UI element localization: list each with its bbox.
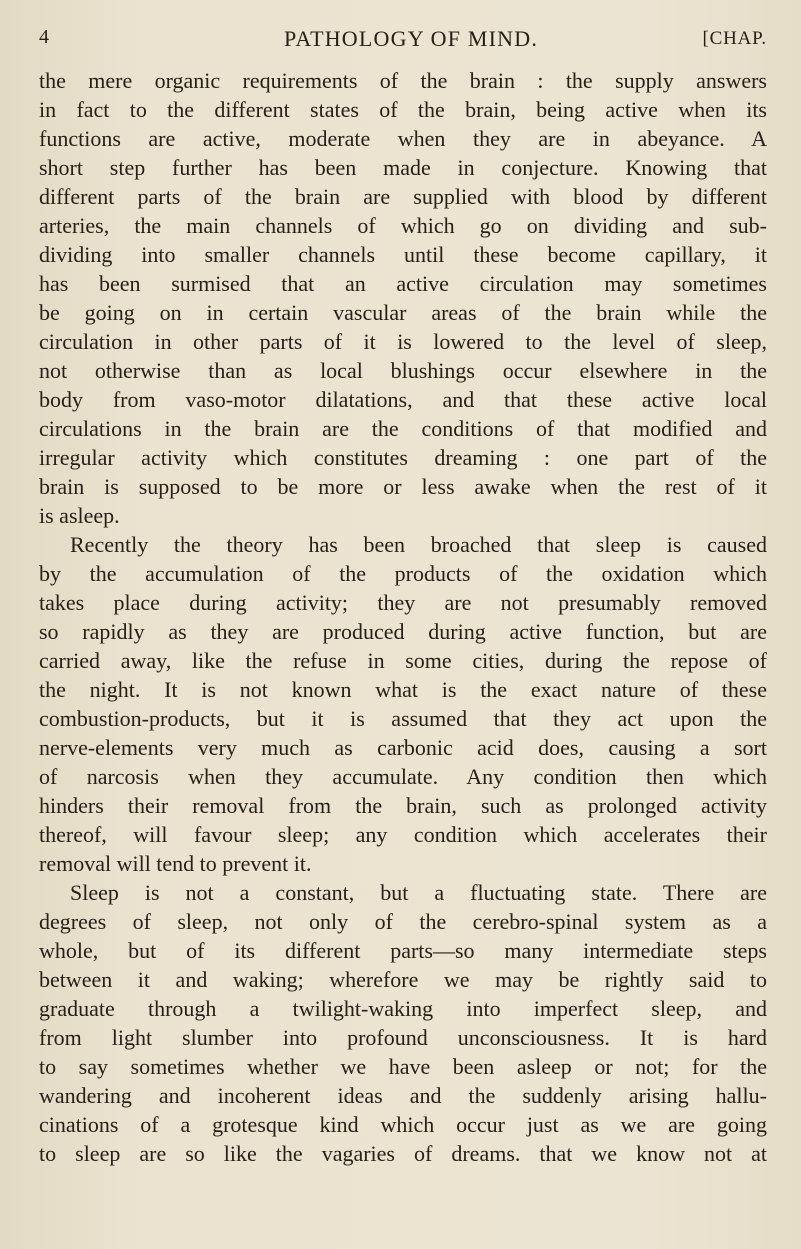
text-line: between it and waking; wherefore we may be rightly said to xyxy=(39,967,767,992)
running-title: PATHOLOGY OF MIND. xyxy=(284,26,539,51)
paragraph-3 xyxy=(39,878,767,1168)
text-line: carried away, like the refuse in some cities, during the repose of xyxy=(39,648,767,673)
text-line: dividing into smaller channels until these become capillary, it xyxy=(39,242,767,267)
text-line: different parts of the brain are supplied with blood by different xyxy=(39,184,767,209)
text-line: circulation in other parts of it is lowered to the level of sleep, xyxy=(39,329,767,354)
text-line: be going on in certain vascular areas of the brain while the xyxy=(39,300,767,325)
text-line: the night. It is not known what is the exact nature of these xyxy=(39,677,767,702)
text-line: hinders their removal from the brain, such as prolonged activity xyxy=(39,793,767,818)
running-head xyxy=(39,26,767,56)
text-line: cinations of a grotesque kind which occur just as we are going xyxy=(39,1112,767,1137)
text-line: irregular activity which constitutes dreaming : one part of the xyxy=(39,445,767,470)
text-line: wandering and incoherent ideas and the suddenly arising hallu- xyxy=(39,1083,767,1108)
text-line: degrees of sleep, not only of the cerebro-spinal system as a xyxy=(39,909,767,934)
text-line: nerve-elements very much as carbonic acid does, causing a sort xyxy=(39,735,767,760)
text-line: in fact to the different states of the brain, being active when its xyxy=(39,97,767,122)
text-line: short step further has been made in conjecture. Knowing that xyxy=(39,155,767,180)
text-line: graduate through a twilight-waking into imperfect sleep, and xyxy=(39,996,767,1021)
text-line: arteries, the main channels of which go on dividing and sub- xyxy=(39,213,767,238)
text-line: Recently the theory has been broached that sleep is caused xyxy=(70,532,767,557)
text-line: body from vaso-motor dilatations, and that these active local xyxy=(39,387,767,412)
text-line: not otherwise than as local blushings occur elsewhere in the xyxy=(39,358,767,383)
text-line: by the accumulation of the products of the oxidation which xyxy=(39,561,767,586)
page-number: 4 xyxy=(39,26,50,48)
text-line: Sleep is not a constant, but a fluctuating state. There are xyxy=(70,880,767,905)
text-line: functions are active, moderate when they are in abeyance. A xyxy=(39,126,767,151)
text-line: to sleep are so like the vagaries of dreams. that we know not at xyxy=(39,1141,767,1166)
text-line: brain is supposed to be more or less awake when the rest of it xyxy=(39,474,767,499)
text-line: of narcosis when they accumulate. Any condition then which xyxy=(39,764,767,789)
text-line: circulations in the brain are the conditions of that modified and xyxy=(39,416,767,441)
text-line: takes place during activity; they are not presumably removed xyxy=(39,590,767,615)
text-body xyxy=(39,66,767,1168)
text-line: thereof, will favour sleep; any condition which accelerates their xyxy=(39,822,767,847)
paragraph-1 xyxy=(39,66,767,530)
paragraph-2 xyxy=(39,530,767,878)
text-line: to say sometimes whether we have been asleep or not; for the xyxy=(39,1054,767,1079)
text-line: the mere organic requirements of the brain : the supply answers xyxy=(39,68,767,93)
chapter-mark: [CHAP. xyxy=(702,28,767,49)
text-line: whole, but of its different parts—so many intermediate steps xyxy=(39,938,767,963)
text-line: combustion-products, but it is assumed that they act upon the xyxy=(39,706,767,731)
text-line: from light slumber into profound unconsciousness. It is hard xyxy=(39,1025,767,1050)
text-line: so rapidly as they are produced during active function, but are xyxy=(39,619,767,644)
text-line: is asleep. xyxy=(39,503,120,528)
text-line: removal will tend to prevent it. xyxy=(39,851,312,876)
text-line: has been surmised that an active circulation may sometimes xyxy=(39,271,767,296)
